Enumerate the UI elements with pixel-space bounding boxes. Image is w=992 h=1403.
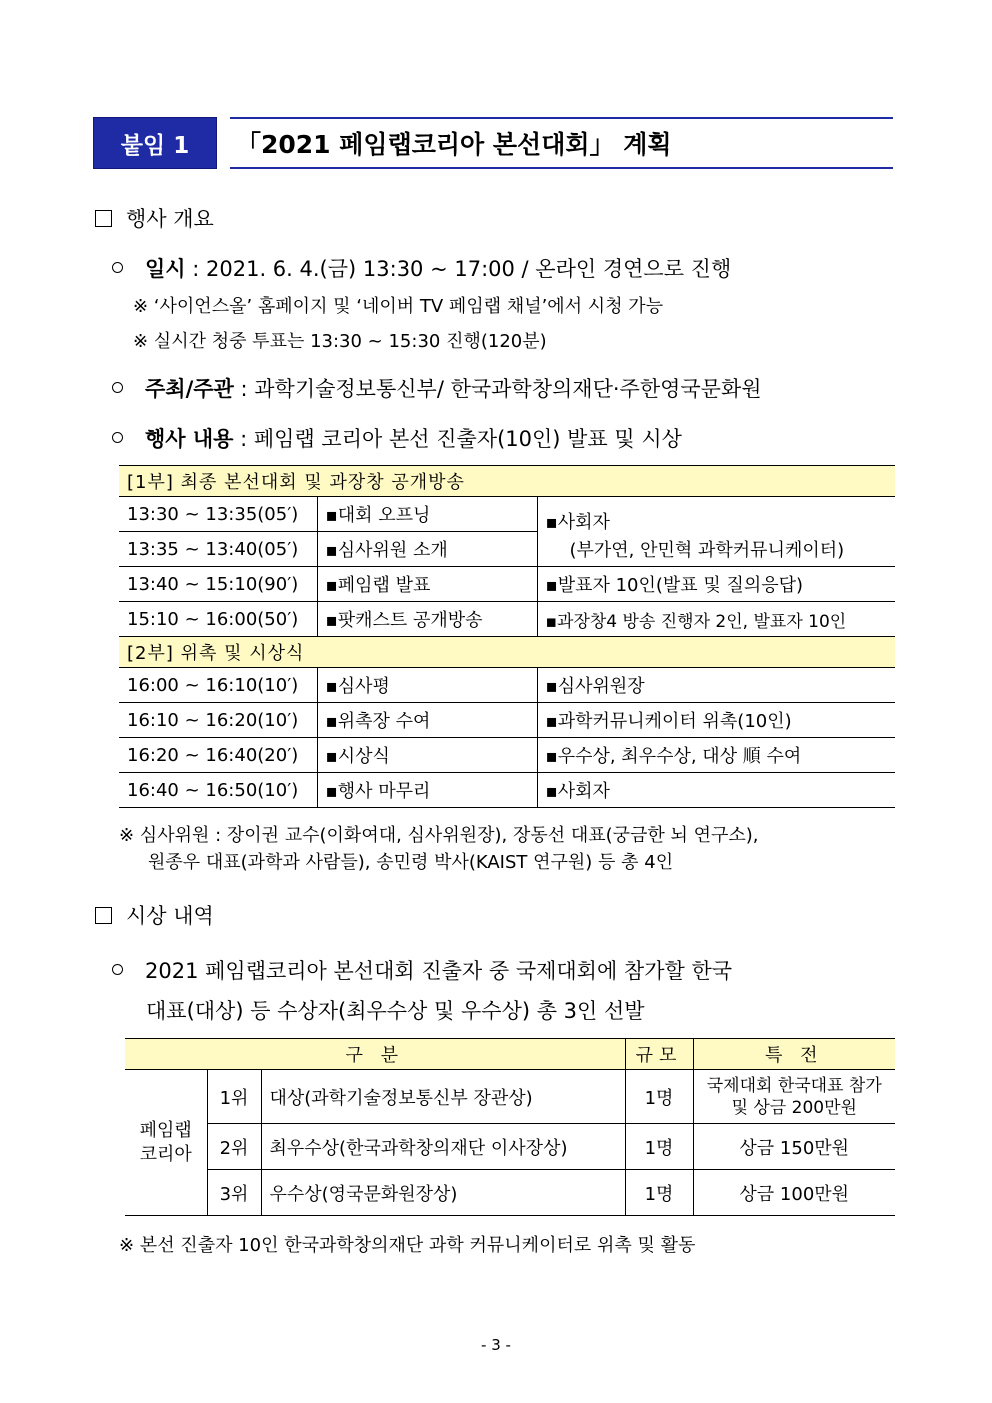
benefit-cell: 상금 100만원 — [693, 1170, 895, 1216]
awards-header-row — [125, 1039, 895, 1070]
header-count: 규모 — [625, 1039, 693, 1070]
host-text: : 과학기술정보통신부/ 한국과학창의재단·주한영국문화원 — [233, 377, 762, 401]
host-note-cell — [537, 497, 895, 567]
date-bullet — [112, 253, 731, 283]
page-number: - 3 - — [481, 1336, 511, 1354]
note-cell: ▪심사위원장 — [537, 668, 895, 703]
host-note-line2: (부가연, 안민혁 과학커뮤니케이터) — [569, 540, 845, 561]
note-cell: ▪과장창4 방송 진행자 2인, 발표자 10인 — [537, 602, 895, 637]
circle-bullet-icon — [112, 382, 123, 393]
note-cell: ▪사회자 — [537, 773, 895, 808]
part2-header-row — [119, 637, 895, 668]
time-cell: 16:20 ~ 16:40(20′) — [119, 738, 317, 773]
checkbox-icon — [95, 210, 112, 227]
item-cell: ▪팟캐스트 공개방송 — [317, 602, 537, 637]
note-cell: ▪과학커뮤니케이터 위촉(10인) — [537, 703, 895, 738]
note-cell: ▪우수상, 최우수상, 대상 順 수여 — [537, 738, 895, 773]
table-row — [125, 1070, 895, 1124]
document-title: 「2021 페임랩코리아 본선대회」 계획 — [230, 117, 893, 169]
judges-note-line2: 원종우 대표(과학과 사람들), 송민령 박사(KAIST 연구원) 등 총 4인 — [148, 852, 674, 873]
table-row — [119, 738, 895, 773]
count-cell: 1명 — [625, 1124, 693, 1170]
table-row — [119, 567, 895, 602]
judges-note-line1: ※ 심사위원 : 장이권 교수(이화여대, 심사위원장), 장동선 대표(궁금한 뇌 연구소), — [119, 825, 759, 846]
award-cell: 대상(과학기술정보통신부 장관상) — [261, 1070, 625, 1124]
count-cell: 1명 — [625, 1070, 693, 1124]
page-header — [93, 117, 893, 169]
time-cell: 13:40 ~ 15:10(90′) — [119, 567, 317, 602]
time-cell: 16:00 ~ 16:10(10′) — [119, 668, 317, 703]
item-cell: ▪심사평 — [317, 668, 537, 703]
header-category: 구 분 — [125, 1039, 625, 1070]
time-cell: 15:10 ~ 16:00(50′) — [119, 602, 317, 637]
rank-cell: 3위 — [207, 1170, 261, 1216]
schedule-table — [119, 465, 895, 808]
host-bullet — [112, 373, 762, 403]
host-note-line1: ▪사회자 — [545, 512, 610, 533]
section-heading-text: 시상 내역 — [126, 904, 214, 928]
part1-title: [1부] 최종 본선대회 및 과장창 공개방송 — [119, 466, 895, 497]
table-row — [119, 703, 895, 738]
time-cell: 16:10 ~ 16:20(10′) — [119, 703, 317, 738]
time-cell: 16:40 ~ 16:50(10′) — [119, 773, 317, 808]
benefit-cell: 상금 150만원 — [693, 1124, 895, 1170]
checkbox-icon — [95, 907, 112, 924]
item-cell: ▪위촉장 수여 — [317, 703, 537, 738]
section-heading-overview — [95, 203, 214, 233]
awards-desc-line1: 2021 페임랩코리아 본선대회 진출자 중 국제대회에 참가할 한국 — [145, 959, 733, 983]
item-cell: ▪행사 마무리 — [317, 773, 537, 808]
count-cell: 1명 — [625, 1170, 693, 1216]
table-row — [119, 602, 895, 637]
date-text: : 2021. 6. 4.(금) 13:30 ~ 17:00 / 온라인 경연으로 진행 — [185, 257, 732, 281]
award-cell: 최우수상(한국과학창의재단 이사장상) — [261, 1124, 625, 1170]
circle-bullet-icon — [112, 262, 123, 273]
group-cell: 페임랩 코리아 — [125, 1070, 207, 1216]
viewing-note: ※ ‘사이언스올’ 홈페이지 및 ‘네이버 TV 페임랩 채널’에서 시청 가능 — [133, 296, 664, 317]
item-cell: ▪대회 오프닝 — [317, 497, 537, 532]
section-heading-awards — [95, 900, 214, 930]
content-label: 행사 내용 — [145, 427, 234, 451]
item-cell: ▪페임랩 발표 — [317, 567, 537, 602]
table-row — [125, 1170, 895, 1216]
time-cell: 13:35 ~ 13:40(05′) — [119, 532, 317, 567]
rank-cell: 2위 — [207, 1124, 261, 1170]
table-row — [119, 773, 895, 808]
award-cell: 우수상(영국문화원장상) — [261, 1170, 625, 1216]
awards-desc-line2: 대표(대상) 등 수상자(최우수상 및 우수상) 총 3인 선발 — [146, 999, 645, 1023]
host-label: 주최/주관 — [145, 377, 234, 401]
date-label: 일시 — [145, 257, 186, 281]
circle-bullet-icon — [112, 432, 123, 443]
item-cell: ▪시상식 — [317, 738, 537, 773]
part2-title: [2부] 위촉 및 시상식 — [119, 637, 895, 668]
rank-cell: 1위 — [207, 1070, 261, 1124]
circle-bullet-icon — [112, 964, 123, 975]
time-cell: 13:30 ~ 13:35(05′) — [119, 497, 317, 532]
section-heading-text: 행사 개요 — [126, 207, 214, 231]
awards-footnote: ※ 본선 진출자 10인 한국과학창의재단 과학 커뮤니케이터로 위촉 및 활동 — [119, 1235, 696, 1256]
item-cell: ▪심사위원 소개 — [317, 532, 537, 567]
note-cell: ▪발표자 10인(발표 및 질의응답) — [537, 567, 895, 602]
attachment-badge: 붙임 1 — [93, 117, 217, 169]
awards-table — [125, 1038, 895, 1216]
voting-note: ※ 실시간 청중 투표는 13:30 ~ 15:30 진행(120분) — [133, 331, 547, 352]
benefit-cell: 국제대회 한국대표 참가 및 상금 200만원 — [693, 1070, 895, 1124]
content-bullet — [112, 423, 682, 453]
table-row — [119, 497, 895, 532]
table-row — [119, 668, 895, 703]
table-row — [125, 1124, 895, 1170]
content-text: : 페임랩 코리아 본선 진출자(10인) 발표 및 시상 — [233, 427, 682, 451]
awards-desc-bullet — [112, 955, 732, 985]
header-benefit: 특 전 — [693, 1039, 895, 1070]
part1-header-row — [119, 466, 895, 497]
